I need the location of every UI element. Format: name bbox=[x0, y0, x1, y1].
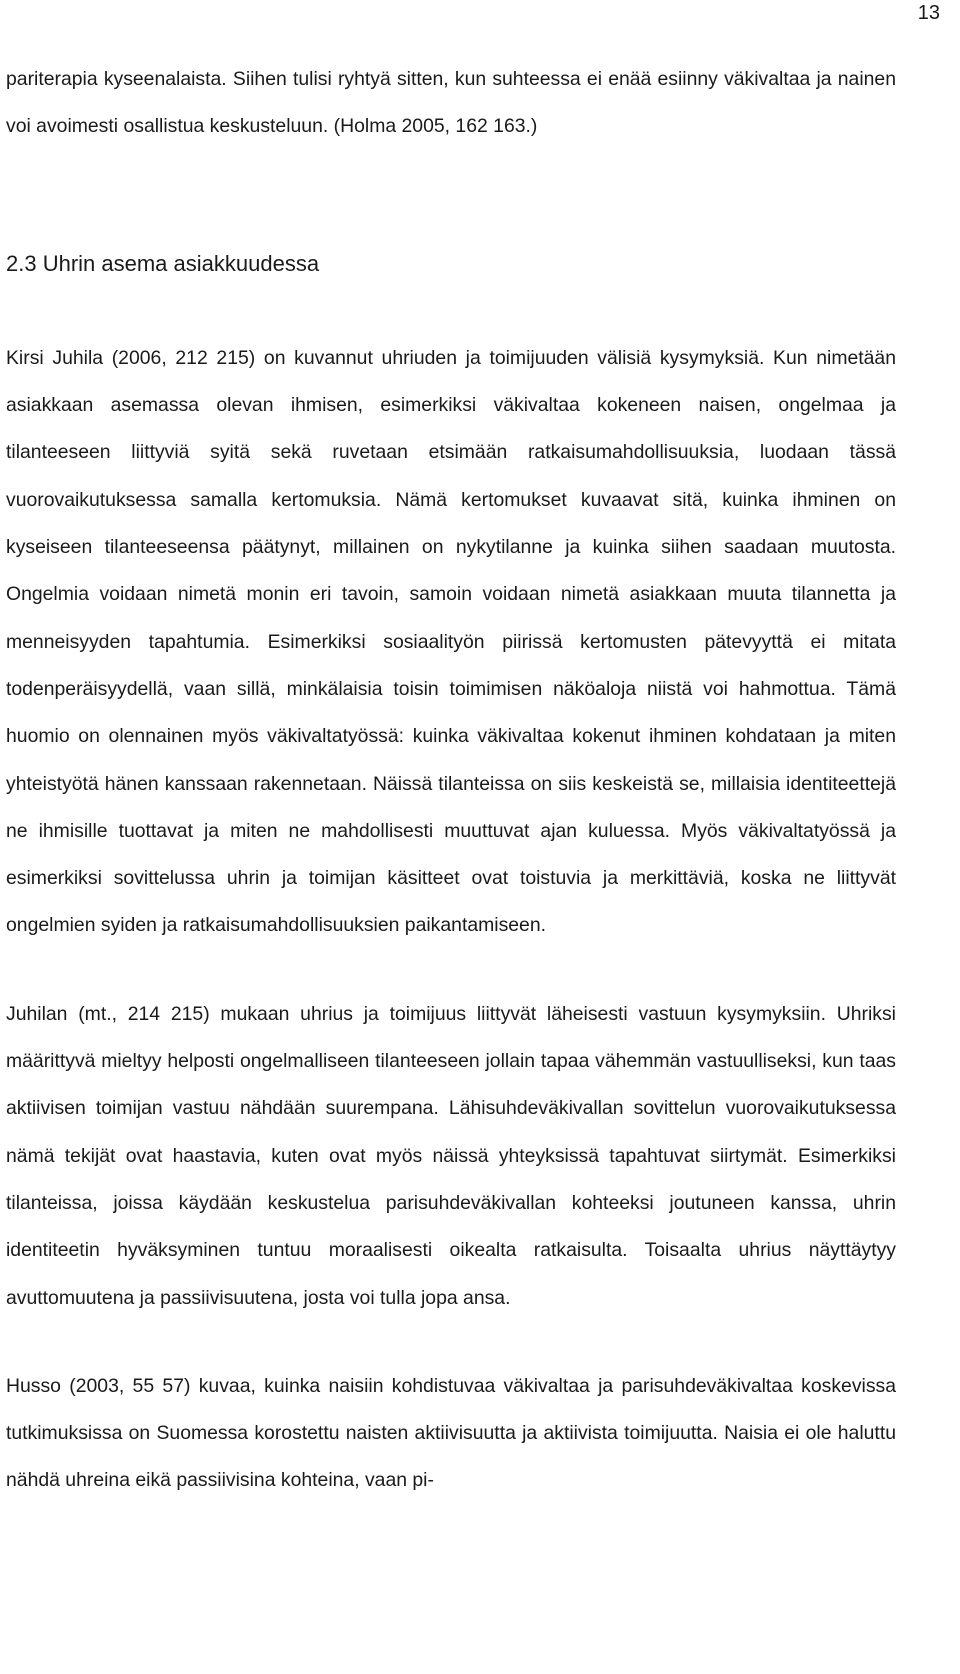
paragraph-responsibility: Juhilan (mt., 214 215) mukaan uhrius ja toimijuus liittyvät läheisesti vastuun kysymyksiin. Uhriksi määrittyvä mieltyy helposti ongelmalliseen tilanteeseen jollain tapaa vähemmän vastuulliseksi, kun taas aktiivisen toimijan vastuu nähdään suurempana. Lähisuhdeväkivallan sovittelun vuorovaikutuksessa nämä tekijät ovat haastavia, kuten ovat myös näissä yhteyksissä tapahtuvat siirtymät. Esimerkiksi tilanteissa, joissa käydään keskustelua parisuhdeväkivallan kohteeksi joutuneen kanssa, uhrin identiteetin hyväksyminen tuntuu moraalisesti oikealta ratkaisulta. Toisaalta uhrius näyttäytyy avuttomuutena ja passiivisuutena, josta voi tulla jopa ansa. bbox=[6, 1002, 896, 1309]
page-number: 13 bbox=[917, 2, 940, 24]
spacer bbox=[6, 287, 896, 335]
spacer bbox=[6, 950, 896, 991]
spacer bbox=[6, 1322, 896, 1363]
paragraph-husso: Husso (2003, 55 57) kuvaa, kuinka naisiin kohdistuvaa väkivaltaa ja parisuhdeväkivaltaa koskevissa tutkimuksissa on Suomessa korostettu naisten aktiivisuutta ja aktiivista toimijuutta. Naisia ei ole haluttu nähdä uhreina eikä passiivisina kohteina, vaan pi- bbox=[6, 1374, 896, 1492]
page-body bbox=[6, 56, 896, 1505]
spacer bbox=[6, 151, 896, 240]
paragraph-intro: pariterapia kyseenalaista. Siihen tulisi ryhtyä sitten, kun suhteessa ei enää esiinny väkivaltaa ja nainen voi avoimesti osallistua keskusteluun. (Holma 2005, 162 163.) bbox=[6, 68, 896, 138]
paragraph-juhila: Kirsi Juhila (2006, 212 215) on kuvannut uhriuden ja toimijuuden välisiä kysymyksiä. Kun nimetään asiakkaan asemassa olevan ihmisen, esimerkiksi väkivaltaa kokeneen naisen, ongelmaa ja tilanteeseen liittyviä syitä sekä ruvetaan etsimään ratkaisumahdollisuuksia, luodaan tässä vuorovaikutuksessa samalla kertomuksia. Nämä kertomukset kuvaavat sitä, kuinka ihminen on kyseiseen tilanteeseensa päätynyt, millainen on nykytilanne ja kuinka siihen saadaan muutosta. Ongelmia voidaan nimetä monin eri tavoin, samoin voidaan nimetä asiakkaan muuta tilannetta ja menneisyyden tapahtumia. Esimerkiksi sosiaalityön piirissä kertomusten pätevyyttä ei mitata todenperäisyydellä, vaan sillä, minkälaisia toisin toimimisen näköaloja niistä voi hahmottua. Tämä huomio on olennainen myös väkivaltatyössä: kuinka väkivaltaa kokenut ihminen kohdataan ja miten yhteistyötä hänen kanssaan rakennetaan. Näissä tilanteissa on siis keskeistä se, millaisia identiteettejä ne ihmisille tuottavat ja miten ne mahdollisesti muuttuvat ajan kuluessa. Myös väkivaltatyössä ja esimerkiksi sovittelussa uhrin ja toimijan käsitteet ovat toistuvia ja merkittäviä, koska ne liittyvät ongelmien syiden ja ratkaisumahdollisuuksien paikantamiseen. bbox=[6, 346, 896, 937]
section-heading: 2.3 Uhrin asema asiakkuudessa bbox=[6, 250, 320, 276]
